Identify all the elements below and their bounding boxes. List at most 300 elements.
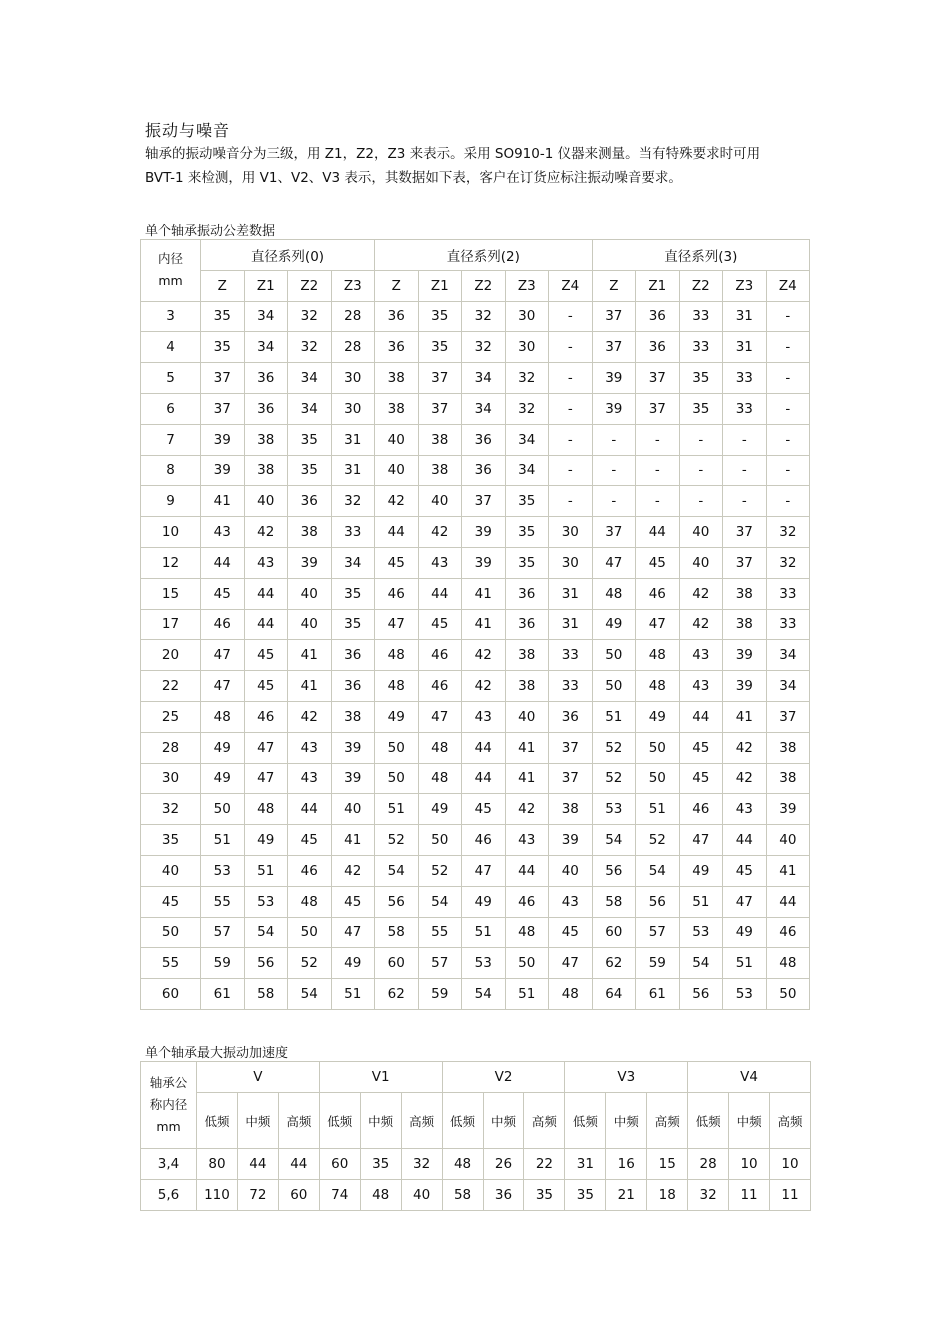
bore-cell: 25	[141, 701, 201, 732]
value-cell: 36	[288, 486, 332, 517]
value-cell: 54	[462, 979, 506, 1010]
value-cell: 52	[592, 732, 636, 763]
group-header-series-0: 直径系列(0)	[201, 240, 375, 271]
value-cell: -	[679, 455, 723, 486]
value-cell: 52	[288, 948, 332, 979]
value-cell: 56	[636, 886, 680, 917]
value-cell: 45	[244, 671, 288, 702]
value-cell: -	[766, 332, 810, 363]
value-cell: 38	[418, 424, 462, 455]
value-cell: 15	[647, 1149, 688, 1180]
band-header: 高频	[524, 1093, 565, 1149]
value-cell: 40	[679, 547, 723, 578]
value-cell: 36	[331, 640, 375, 671]
value-cell: 54	[418, 886, 462, 917]
band-header: 高频	[770, 1093, 811, 1149]
value-cell: 40	[331, 794, 375, 825]
value-cell: 34	[505, 455, 549, 486]
value-cell: 31	[549, 609, 593, 640]
value-cell: 38	[288, 517, 332, 548]
value-cell: 35	[505, 517, 549, 548]
value-cell: 51	[201, 825, 245, 856]
band-header: 高频	[401, 1093, 442, 1149]
grade-header: Z1	[418, 270, 462, 301]
value-cell: 46	[679, 794, 723, 825]
value-cell: 38	[418, 455, 462, 486]
value-cell: 60	[592, 917, 636, 948]
value-cell: 80	[197, 1149, 238, 1180]
value-cell: 44	[201, 547, 245, 578]
value-cell: 35	[331, 578, 375, 609]
value-cell: 44	[636, 517, 680, 548]
value-cell: 43	[679, 671, 723, 702]
value-cell: 35	[418, 301, 462, 332]
table-row	[141, 332, 810, 363]
value-cell: 40	[375, 424, 419, 455]
value-cell: 64	[592, 979, 636, 1010]
value-cell: 40	[288, 578, 332, 609]
band-header: 高频	[278, 1093, 319, 1149]
value-cell: -	[766, 393, 810, 424]
value-cell: 35	[418, 332, 462, 363]
table2-caption: 单个轴承最大振动加速度	[145, 1046, 289, 1061]
value-cell: 35	[288, 424, 332, 455]
value-cell: 33	[549, 671, 593, 702]
value-cell: 32	[766, 517, 810, 548]
value-cell: -	[636, 424, 680, 455]
vibration-acceleration-table	[140, 1061, 811, 1211]
value-cell: 33	[723, 393, 767, 424]
bore-cell: 60	[141, 979, 201, 1010]
value-cell: 41	[723, 701, 767, 732]
value-cell: 50	[766, 979, 810, 1010]
value-cell: 30	[331, 393, 375, 424]
value-cell: 45	[462, 794, 506, 825]
value-cell: 41	[201, 486, 245, 517]
value-cell: -	[766, 424, 810, 455]
value-cell: 41	[462, 609, 506, 640]
grade-header: Z2	[679, 270, 723, 301]
value-cell: 50	[375, 732, 419, 763]
bore-cell: 3,4	[141, 1149, 197, 1180]
value-cell: 34	[505, 424, 549, 455]
value-cell: -	[549, 393, 593, 424]
value-cell: 28	[331, 332, 375, 363]
group-header-series-3: 直径系列(3)	[592, 240, 810, 271]
bore-header-line-2: mm	[158, 273, 183, 289]
value-cell: 41	[505, 763, 549, 794]
intro-line-1: 轴承的振动噪音分为三级，用 Z1，Z2，Z3 来表示。采用 SO910-1 仪器来测量。当有特殊要求时可用	[145, 146, 761, 162]
value-cell: -	[592, 455, 636, 486]
value-cell: 49	[462, 886, 506, 917]
table-row	[141, 640, 810, 671]
value-cell: 43	[723, 794, 767, 825]
value-cell: 33	[766, 609, 810, 640]
value-cell: 53	[244, 886, 288, 917]
value-cell: 49	[418, 794, 462, 825]
value-cell: 45	[375, 547, 419, 578]
value-cell: 32	[288, 301, 332, 332]
value-cell: 62	[592, 948, 636, 979]
value-cell: 56	[244, 948, 288, 979]
value-cell: 34	[244, 301, 288, 332]
value-cell: 48	[636, 671, 680, 702]
value-cell: 48	[375, 671, 419, 702]
table-row	[141, 363, 810, 394]
value-cell: 43	[418, 547, 462, 578]
group-header-v3: V3	[565, 1062, 688, 1093]
value-cell: 50	[288, 917, 332, 948]
value-cell: 50	[201, 794, 245, 825]
group-header-series-2: 直径系列(2)	[375, 240, 593, 271]
grade-header: Z	[375, 270, 419, 301]
value-cell: 30	[549, 517, 593, 548]
band-header: 中频	[729, 1093, 770, 1149]
value-cell: 46	[244, 701, 288, 732]
value-cell: 31	[331, 424, 375, 455]
value-cell: 32	[462, 332, 506, 363]
value-cell: 58	[592, 886, 636, 917]
value-cell: 44	[766, 886, 810, 917]
value-cell: 53	[723, 979, 767, 1010]
value-cell: 46	[636, 578, 680, 609]
bore-cell: 55	[141, 948, 201, 979]
value-cell: 58	[244, 979, 288, 1010]
grade-header: Z2	[462, 270, 506, 301]
table-row	[141, 547, 810, 578]
value-cell: 32	[766, 547, 810, 578]
value-cell: 36	[505, 609, 549, 640]
bore-cell: 35	[141, 825, 201, 856]
value-cell: 26	[483, 1149, 524, 1180]
value-cell: 47	[549, 948, 593, 979]
value-cell: 51	[375, 794, 419, 825]
value-cell: 44	[462, 732, 506, 763]
value-cell: 37	[549, 763, 593, 794]
value-cell: 53	[592, 794, 636, 825]
value-cell: 59	[201, 948, 245, 979]
value-cell: 48	[766, 948, 810, 979]
value-cell: 48	[442, 1149, 483, 1180]
value-cell: 46	[201, 609, 245, 640]
bore-cell: 3	[141, 301, 201, 332]
value-cell: 42	[505, 794, 549, 825]
table-row	[141, 979, 810, 1010]
value-cell: 38	[766, 763, 810, 794]
value-cell: 38	[375, 363, 419, 394]
value-cell: 47	[462, 855, 506, 886]
table-row	[141, 1180, 811, 1211]
value-cell: 45	[679, 732, 723, 763]
value-cell: 40	[288, 609, 332, 640]
value-cell: 31	[549, 578, 593, 609]
value-cell: -	[549, 486, 593, 517]
value-cell: 39	[331, 732, 375, 763]
value-cell: 36	[636, 332, 680, 363]
value-cell: 41	[766, 855, 810, 886]
value-cell: 32	[288, 332, 332, 363]
value-cell: -	[636, 486, 680, 517]
bore-cell: 40	[141, 855, 201, 886]
t2-bore-header-line-3: mm	[156, 1119, 181, 1134]
value-cell: 34	[766, 640, 810, 671]
value-cell: 42	[375, 486, 419, 517]
table-row	[141, 671, 810, 702]
value-cell: 33	[679, 332, 723, 363]
value-cell: 54	[592, 825, 636, 856]
value-cell: 39	[549, 825, 593, 856]
value-cell: 48	[592, 578, 636, 609]
value-cell: 45	[201, 578, 245, 609]
value-cell: 40	[401, 1180, 442, 1211]
value-cell: 49	[201, 763, 245, 794]
value-cell: 49	[375, 701, 419, 732]
value-cell: 47	[723, 886, 767, 917]
value-cell: 51	[462, 917, 506, 948]
value-cell: 44	[375, 517, 419, 548]
grade-header: Z3	[723, 270, 767, 301]
value-cell: 60	[319, 1149, 360, 1180]
value-cell: 11	[729, 1180, 770, 1211]
value-cell: 41	[288, 640, 332, 671]
value-cell: 34	[766, 671, 810, 702]
value-cell: 61	[636, 979, 680, 1010]
value-cell: 48	[244, 794, 288, 825]
value-cell: 34	[288, 363, 332, 394]
value-cell: 39	[723, 640, 767, 671]
value-cell: 55	[418, 917, 462, 948]
value-cell: -	[679, 424, 723, 455]
table-row	[141, 732, 810, 763]
value-cell: 22	[524, 1149, 565, 1180]
grade-header: Z	[592, 270, 636, 301]
table-row	[141, 825, 810, 856]
value-cell: 38	[331, 701, 375, 732]
value-cell: 50	[418, 825, 462, 856]
value-cell: 36	[636, 301, 680, 332]
value-cell: -	[592, 486, 636, 517]
value-cell: 33	[331, 517, 375, 548]
value-cell: 53	[679, 917, 723, 948]
value-cell: 45	[288, 825, 332, 856]
value-cell: 47	[201, 640, 245, 671]
value-cell: 47	[201, 671, 245, 702]
value-cell: 45	[418, 609, 462, 640]
value-cell: 42	[418, 517, 462, 548]
value-cell: 50	[505, 948, 549, 979]
value-cell: 54	[375, 855, 419, 886]
value-cell: 10	[770, 1149, 811, 1180]
value-cell: 50	[636, 763, 680, 794]
value-cell: 42	[462, 671, 506, 702]
table-row	[141, 886, 810, 917]
grade-header: Z1	[244, 270, 288, 301]
value-cell: 54	[244, 917, 288, 948]
value-cell: 48	[360, 1180, 401, 1211]
value-cell: 61	[201, 979, 245, 1010]
t2-bore-header	[141, 1062, 197, 1149]
bore-cell: 32	[141, 794, 201, 825]
value-cell: 37	[723, 517, 767, 548]
value-cell: 39	[331, 763, 375, 794]
value-cell: 49	[679, 855, 723, 886]
bore-cell: 30	[141, 763, 201, 794]
value-cell: 36	[462, 424, 506, 455]
value-cell: 52	[418, 855, 462, 886]
value-cell: 40	[375, 455, 419, 486]
value-cell: 51	[244, 855, 288, 886]
value-cell: 47	[592, 547, 636, 578]
value-cell: 36	[375, 301, 419, 332]
value-cell: 60	[375, 948, 419, 979]
value-cell: 50	[592, 671, 636, 702]
table-row	[141, 948, 810, 979]
value-cell: 35	[201, 301, 245, 332]
value-cell: 43	[201, 517, 245, 548]
value-cell: 48	[636, 640, 680, 671]
table-row	[141, 393, 810, 424]
value-cell: 36	[483, 1180, 524, 1211]
value-cell: 38	[244, 424, 288, 455]
value-cell: 39	[592, 393, 636, 424]
value-cell: 51	[592, 701, 636, 732]
grade-header: Z3	[331, 270, 375, 301]
value-cell: 47	[636, 609, 680, 640]
section-heading: 振动与噪音	[145, 121, 231, 140]
value-cell: 47	[331, 917, 375, 948]
value-cell: 57	[636, 917, 680, 948]
table-row	[141, 517, 810, 548]
value-cell: 36	[375, 332, 419, 363]
value-cell: 42	[679, 609, 723, 640]
value-cell: 43	[679, 640, 723, 671]
value-cell: 38	[766, 732, 810, 763]
value-cell: 58	[375, 917, 419, 948]
bore-cell: 5,6	[141, 1180, 197, 1211]
value-cell: 46	[505, 886, 549, 917]
value-cell: 33	[549, 640, 593, 671]
bore-cell: 20	[141, 640, 201, 671]
value-cell: 36	[244, 363, 288, 394]
value-cell: 37	[592, 332, 636, 363]
value-cell: 32	[331, 486, 375, 517]
value-cell: 45	[244, 640, 288, 671]
value-cell: 34	[462, 393, 506, 424]
value-cell: 33	[723, 363, 767, 394]
group-header-v1: V1	[319, 1062, 442, 1093]
value-cell: 51	[636, 794, 680, 825]
bore-cell: 28	[141, 732, 201, 763]
band-header: 中频	[606, 1093, 647, 1149]
value-cell: 31	[565, 1149, 606, 1180]
value-cell: 47	[375, 609, 419, 640]
band-header: 低频	[197, 1093, 238, 1149]
value-cell: 48	[375, 640, 419, 671]
value-cell: 37	[766, 701, 810, 732]
value-cell: 74	[319, 1180, 360, 1211]
value-cell: 55	[201, 886, 245, 917]
value-cell: 37	[549, 732, 593, 763]
value-cell: 35	[524, 1180, 565, 1211]
value-cell: 50	[592, 640, 636, 671]
value-cell: 36	[549, 701, 593, 732]
value-cell: 44	[418, 578, 462, 609]
value-cell: 57	[201, 917, 245, 948]
table-row	[141, 701, 810, 732]
value-cell: 59	[636, 948, 680, 979]
value-cell: 48	[549, 979, 593, 1010]
value-cell: 31	[331, 455, 375, 486]
value-cell: -	[766, 486, 810, 517]
value-cell: 46	[462, 825, 506, 856]
value-cell: -	[549, 332, 593, 363]
value-cell: 37	[592, 301, 636, 332]
value-cell: 34	[462, 363, 506, 394]
value-cell: 45	[679, 763, 723, 794]
value-cell: 41	[331, 825, 375, 856]
value-cell: 38	[375, 393, 419, 424]
value-cell: 58	[442, 1180, 483, 1211]
value-cell: 10	[729, 1149, 770, 1180]
value-cell: 39	[766, 794, 810, 825]
value-cell: 34	[331, 547, 375, 578]
value-cell: 18	[647, 1180, 688, 1211]
value-cell: 34	[244, 332, 288, 363]
value-cell: 43	[549, 886, 593, 917]
value-cell: 41	[462, 578, 506, 609]
bore-header	[141, 240, 201, 302]
value-cell: -	[766, 301, 810, 332]
value-cell: 39	[723, 671, 767, 702]
value-cell: 47	[679, 825, 723, 856]
value-cell: 30	[331, 363, 375, 394]
value-cell: 51	[505, 979, 549, 1010]
value-cell: 31	[723, 301, 767, 332]
value-cell: 50	[636, 732, 680, 763]
group-header-v2: V2	[442, 1062, 565, 1093]
grade-header: Z1	[636, 270, 680, 301]
value-cell: 42	[244, 517, 288, 548]
value-cell: 46	[418, 671, 462, 702]
value-cell: 44	[679, 701, 723, 732]
band-header: 中频	[483, 1093, 524, 1149]
value-cell: 41	[505, 732, 549, 763]
value-cell: 48	[418, 763, 462, 794]
value-cell: -	[549, 455, 593, 486]
bore-header-line-1: 内径	[157, 251, 183, 267]
value-cell: 38	[244, 455, 288, 486]
band-header: 中频	[237, 1093, 278, 1149]
value-cell: 37	[723, 547, 767, 578]
band-header: 高频	[647, 1093, 688, 1149]
value-cell: -	[636, 455, 680, 486]
value-cell: 40	[244, 486, 288, 517]
value-cell: 43	[244, 547, 288, 578]
value-cell: 40	[549, 855, 593, 886]
value-cell: 44	[244, 578, 288, 609]
value-cell: 47	[418, 701, 462, 732]
bore-cell: 15	[141, 578, 201, 609]
value-cell: 36	[462, 455, 506, 486]
t2-bore-header-line-1: 轴承公	[149, 1075, 188, 1090]
value-cell: 21	[606, 1180, 647, 1211]
value-cell: 52	[375, 825, 419, 856]
value-cell: 49	[201, 732, 245, 763]
table-row	[141, 301, 810, 332]
value-cell: 37	[636, 363, 680, 394]
value-cell: 45	[636, 547, 680, 578]
value-cell: 30	[505, 301, 549, 332]
